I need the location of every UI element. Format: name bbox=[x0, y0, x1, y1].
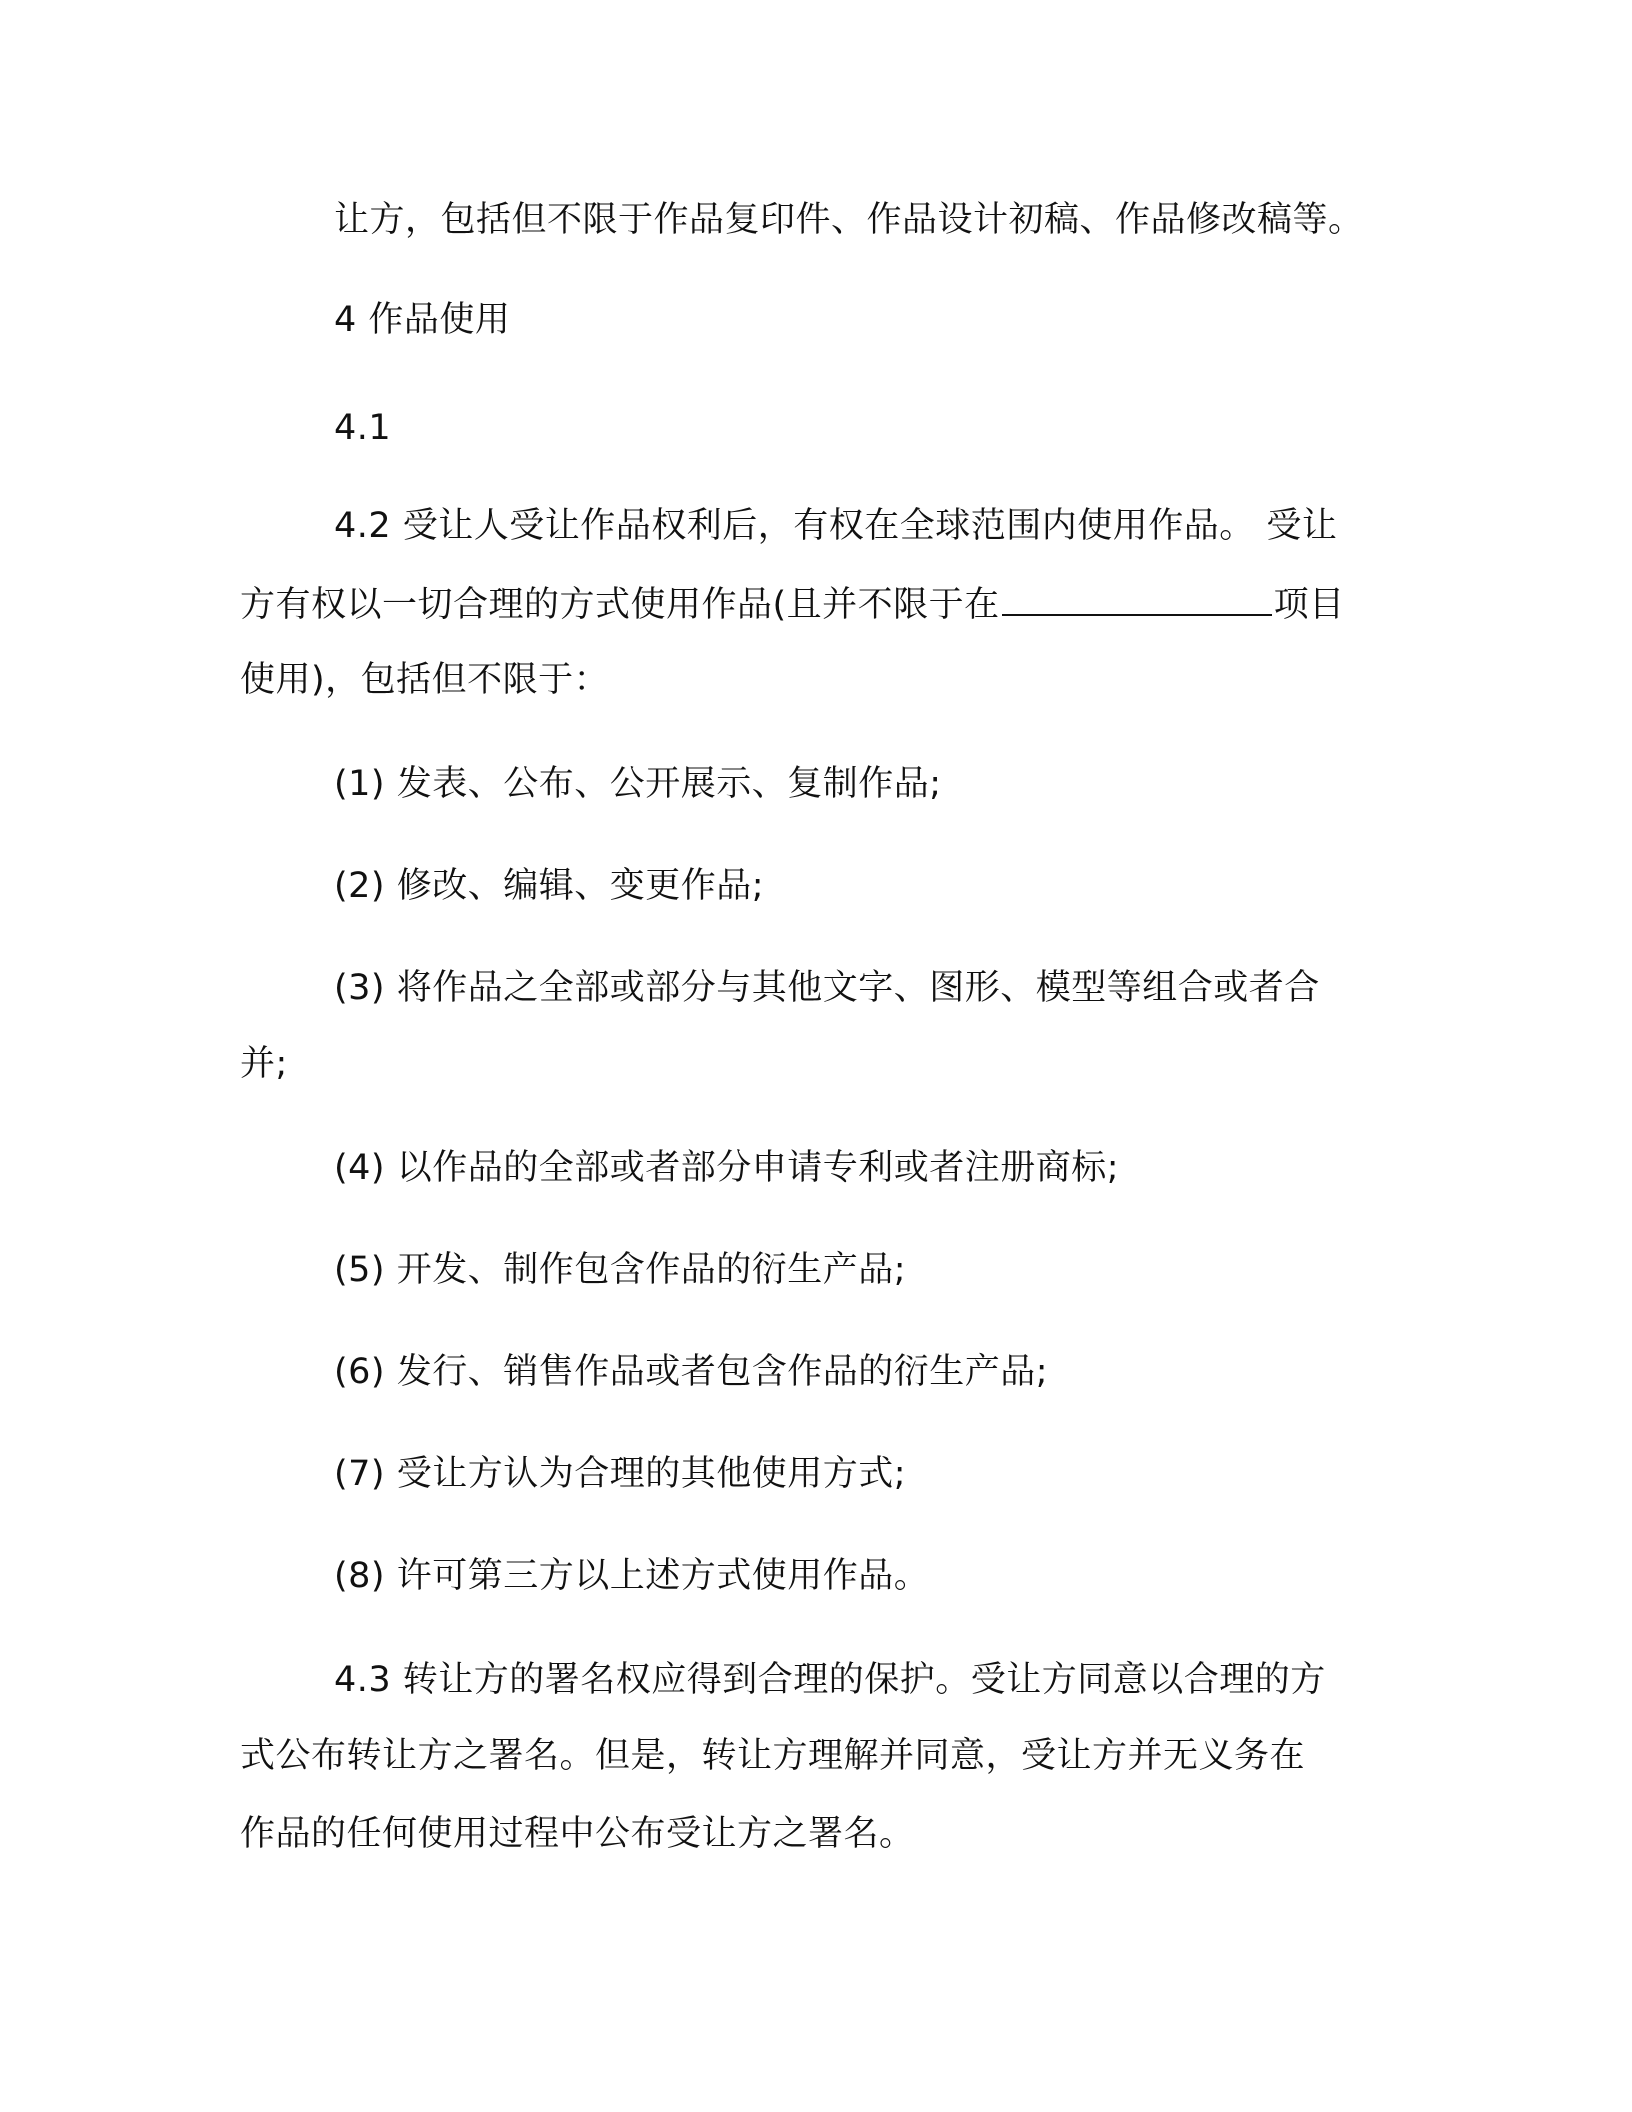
list-item: (1) 发表、公布、公开展示、复制作品; bbox=[334, 764, 942, 804]
paragraph-line: 式公布转让方之署名。但是，转让方理解并同意，受让方并无义务在 bbox=[240, 1736, 1306, 1776]
paragraph-line: 4.3 转让方的署名权应得到合理的保护。受让方同意以合理的方 bbox=[334, 1660, 1326, 1700]
fill-in-blank[interactable] bbox=[1002, 578, 1272, 616]
paragraph-line: 4.2 受让人受让作品权利后，有权在全球范围内使用作品。 受让 bbox=[334, 506, 1338, 546]
list-item: (5) 开发、制作包含作品的衍生产品; bbox=[334, 1250, 906, 1290]
list-item: (8) 许可第三方以上述方式使用作品。 bbox=[334, 1556, 930, 1596]
clause-number: 4.1 bbox=[334, 408, 392, 448]
list-item: (2) 修改、编辑、变更作品; bbox=[334, 866, 764, 906]
list-item: (3) 将作品之全部或部分与其他文字、图形、模型等组合或者合 bbox=[334, 968, 1320, 1008]
section-heading: 4 作品使用 bbox=[334, 300, 511, 340]
list-item: (4) 以作品的全部或者部分申请专利或者注册商标; bbox=[334, 1148, 1119, 1188]
paragraph-line: 作品的任何使用过程中公布受让方之署名。 bbox=[240, 1814, 915, 1854]
paragraph-line: 让方，包括但不限于作品复印件、作品设计初稿、作品修改稿等。 bbox=[334, 200, 1364, 240]
list-item: (7) 受让方认为合理的其他使用方式; bbox=[334, 1454, 906, 1494]
paragraph-text: 项目 bbox=[1273, 585, 1345, 625]
paragraph-line bbox=[240, 578, 1345, 629]
list-item-continuation: 并; bbox=[240, 1044, 288, 1084]
paragraph-text: 方有权以一切合理的方式使用作品(且并不限于在 bbox=[240, 585, 1000, 625]
paragraph-line: 使用)，包括但不限于： bbox=[240, 660, 610, 700]
list-item: (6) 发行、销售作品或者包含作品的衍生产品; bbox=[334, 1352, 1048, 1392]
